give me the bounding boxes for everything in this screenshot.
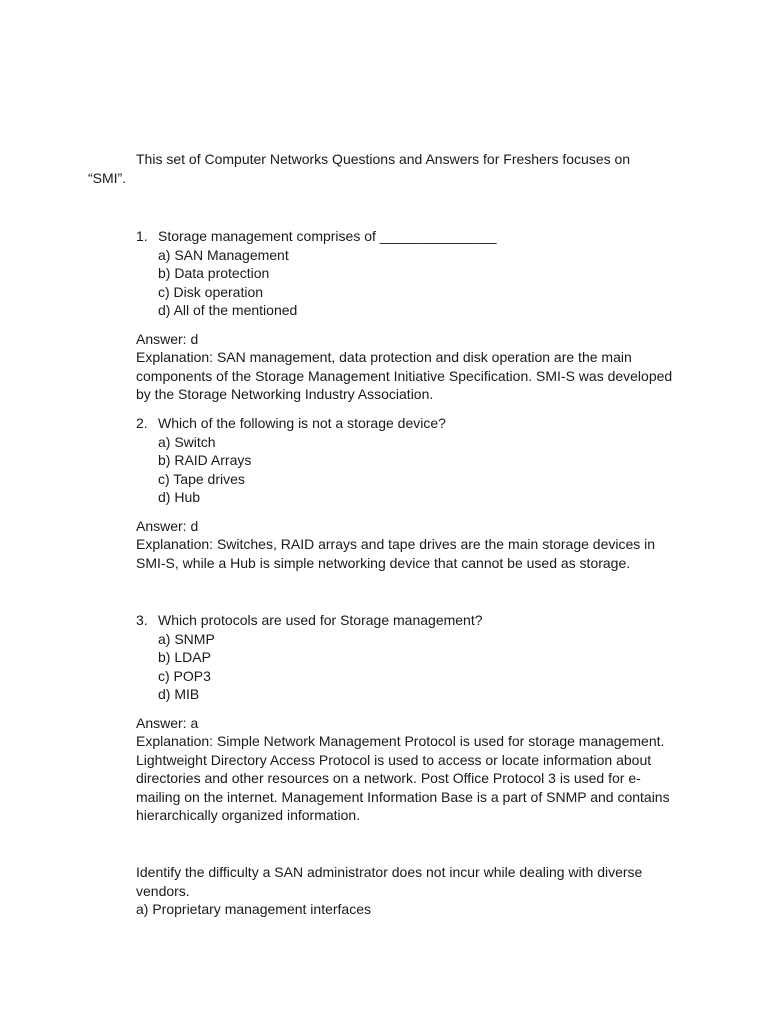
question-2-text: Which of the following is not a storage device?	[158, 415, 446, 431]
question-3-answer: Answer: a	[136, 714, 199, 731]
question-2-line	[136, 414, 696, 433]
question-1-answer-block	[136, 330, 696, 404]
question-2-explanation: Explanation: Switches, RAID arrays and tape drives are the main storage devices in SMI-S, while a Hub is simple networking device that cannot be used as storage.	[136, 536, 656, 571]
question-2-option-a: a) Switch	[158, 433, 216, 450]
question-1-option-c: c) Disk operation	[158, 283, 264, 300]
question-4-option-a: a) Proprietary management interfaces	[136, 901, 371, 917]
question-3-option-c: c) POP3	[158, 667, 211, 684]
question-3	[136, 611, 696, 825]
intro-paragraph	[88, 150, 668, 187]
question-1	[136, 227, 696, 404]
question-4-text: Identify the difficulty a SAN administrator does not incur while dealing with diverse vendors.	[136, 864, 643, 899]
question-2-option-d: d) Hub	[158, 489, 201, 505]
question-3-option-b: b) LDAP	[158, 649, 211, 665]
question-1-text: Storage management comprises of _______________	[158, 228, 497, 244]
question-2	[136, 414, 696, 572]
question-2-answer: Answer: d	[136, 517, 199, 534]
question-2-answer-block	[136, 517, 696, 573]
question-2-option-c: c) Tape drives	[158, 470, 245, 487]
question-1-line	[136, 227, 696, 246]
question-1-option-b: b) Data protection	[158, 265, 270, 281]
question-3-option-d: d) MIB	[158, 686, 200, 702]
question-1-number: 1.	[136, 228, 148, 244]
question-1-answer: Answer: d	[136, 330, 199, 347]
question-1-option-d: d) All of the mentioned	[158, 302, 298, 318]
question-3-option-a: a) SNMP	[158, 630, 215, 647]
question-2-option-b: b) RAID Arrays	[158, 452, 252, 468]
intro-text-line2: “SMI”.	[88, 169, 127, 186]
question-4	[136, 863, 666, 919]
intro-text-line1: This set of Computer Networks Questions and Answers for Freshers focuses on	[136, 151, 631, 167]
question-3-line	[136, 611, 696, 630]
question-3-number: 3.	[136, 612, 148, 628]
question-1-explanation: Explanation: SAN management, data protection and disk operation are the main components of the Storage Management Initiative Specification. SMI-S was developed by the Storage Networking Industry Association.	[136, 349, 673, 402]
question-3-answer-block	[136, 714, 696, 825]
question-3-text: Which protocols are used for Storage management?	[158, 612, 483, 628]
question-2-number: 2.	[136, 415, 148, 431]
question-1-option-a: a) SAN Management	[158, 246, 289, 263]
question-3-explanation: Explanation: Simple Network Management Protocol is used for storage management. Lightweight Directory Access Protocol is used to access or locate information about directories and other resources on a network. Post Office Protocol 3 is used for e-mailing on the internet. Management Information Base is a part of SNMP and contains hierarchically organized information.	[136, 733, 670, 823]
